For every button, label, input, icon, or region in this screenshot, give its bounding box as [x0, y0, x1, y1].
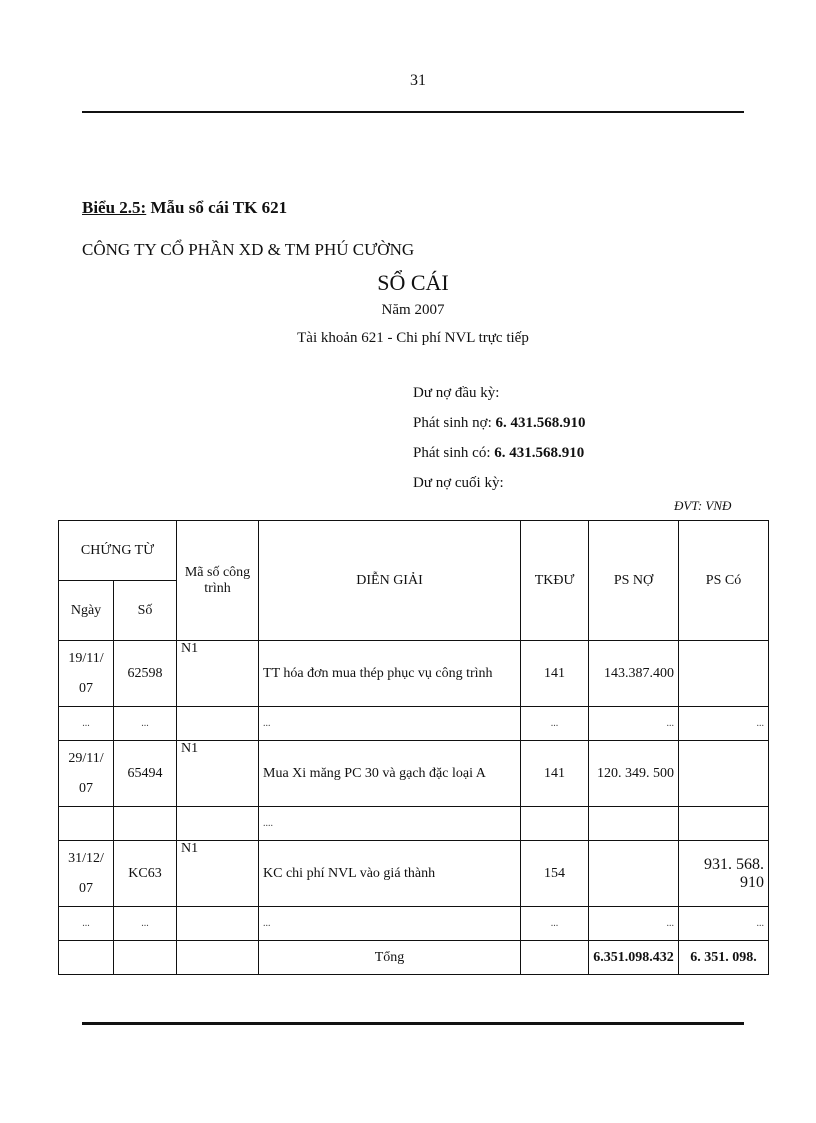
- header-voucher: CHỨNG TỪ: [59, 521, 177, 581]
- row-number: 65494: [114, 741, 177, 807]
- header-rule: [82, 111, 744, 113]
- company-name: CÔNG TY CỔ PHẦN XD & TM PHÚ CƯỜNG: [82, 240, 415, 259]
- header-account: TKĐƯ: [521, 521, 589, 641]
- row-debit: ...: [589, 907, 679, 941]
- caption-label: Biểu 2.5:: [82, 198, 147, 217]
- table-row: [59, 741, 769, 807]
- header-debit: PS NỢ: [589, 521, 679, 641]
- row-code: N1: [177, 641, 259, 707]
- row-description: TT hóa đơn mua thép phục vụ công trình: [259, 641, 521, 707]
- header-description: DIỄN GIẢI: [259, 521, 521, 641]
- row-date: 31/12/ 07: [59, 841, 114, 907]
- table-row: [59, 807, 769, 841]
- row-credit: 931. 568. 910: [679, 841, 769, 907]
- row-credit: ...: [679, 707, 769, 741]
- row-number: ...: [114, 907, 177, 941]
- row-account: 154: [521, 841, 589, 907]
- row-date: [59, 807, 114, 841]
- credit-total-value: 6. 431.568.910: [494, 445, 585, 461]
- opening-balance: Dư nợ đầu kỳ:: [413, 385, 500, 401]
- row-debit: 120. 349. 500: [589, 741, 679, 807]
- caption-text: Mẫu sổ cái TK 621: [146, 198, 288, 217]
- row-code: [177, 907, 259, 941]
- ledger-title: SỔ CÁI: [377, 270, 449, 295]
- header-date: Ngày: [59, 581, 114, 641]
- total-row: [59, 941, 769, 975]
- closing-balance: Dư nợ cuối kỳ:: [413, 475, 504, 491]
- row-debit: ...: [589, 707, 679, 741]
- table-row: [59, 707, 769, 741]
- row-description: ....: [259, 807, 521, 841]
- row-date: ...: [59, 707, 114, 741]
- row-code: [177, 807, 259, 841]
- header-project-code: Mã số công trình: [177, 521, 259, 641]
- total-credit: 6. 351. 098.: [679, 941, 769, 975]
- table-row: [59, 907, 769, 941]
- header-credit: PS Có: [679, 521, 769, 641]
- row-debit: [589, 807, 679, 841]
- row-description: ...: [259, 707, 521, 741]
- debit-total-value: 6. 431.568.910: [495, 415, 586, 431]
- row-description: ...: [259, 907, 521, 941]
- row-number: ...: [114, 707, 177, 741]
- row-credit: ...: [679, 907, 769, 941]
- row-number: 62598: [114, 641, 177, 707]
- row-description: Mua Xi măng PC 30 và gạch đặc loại A: [259, 741, 521, 807]
- figure-caption: [82, 198, 287, 218]
- row-date: 29/11/ 07: [59, 741, 114, 807]
- row-credit: [679, 641, 769, 707]
- row-credit: [679, 741, 769, 807]
- row-account: ...: [521, 907, 589, 941]
- row-number: KC63: [114, 841, 177, 907]
- currency-unit: ĐVT: VNĐ: [674, 498, 732, 513]
- row-code: N1: [177, 841, 259, 907]
- row-date: 19/11/ 07: [59, 641, 114, 707]
- row-code: [177, 707, 259, 741]
- row-debit: [589, 841, 679, 907]
- footer-rule: [82, 1022, 744, 1025]
- row-credit: [679, 807, 769, 841]
- total-debit: 6.351.098.432: [589, 941, 679, 975]
- ledger-year: Năm 2007: [381, 302, 445, 318]
- table-row: [59, 841, 769, 907]
- row-account: 141: [521, 741, 589, 807]
- header-number: Số: [114, 581, 177, 641]
- row-description: KC chi phí NVL vào giá thành: [259, 841, 521, 907]
- ledger-table: [58, 520, 769, 975]
- balance-summary: [413, 378, 586, 498]
- row-account: ...: [521, 707, 589, 741]
- table-row: [59, 641, 769, 707]
- row-number: [114, 807, 177, 841]
- ledger-account: Tài khoản 621 - Chi phí NVL trực tiếp: [297, 330, 529, 346]
- page-number: 31: [410, 72, 426, 89]
- credit-total-line: Phát sinh có: 6. 431.568.910: [413, 445, 585, 461]
- debit-total-line: Phát sinh nợ: 6. 431.568.910: [413, 415, 586, 431]
- row-code: N1: [177, 741, 259, 807]
- row-debit: 143.387.400: [589, 641, 679, 707]
- total-label: Tổng: [259, 941, 521, 975]
- row-account: [521, 807, 589, 841]
- row-account: 141: [521, 641, 589, 707]
- row-date: ...: [59, 907, 114, 941]
